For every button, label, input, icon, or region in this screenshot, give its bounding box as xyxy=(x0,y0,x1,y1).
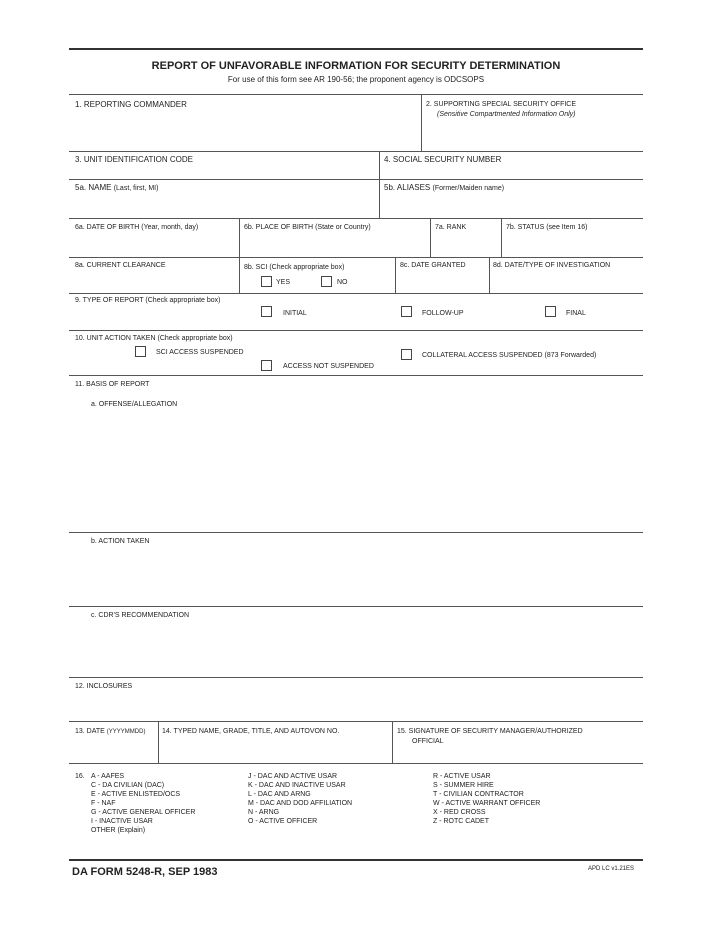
top-rule xyxy=(69,48,643,50)
field-6b-label: 6b. PLACE OF BIRTH (State or Country) xyxy=(244,224,371,231)
form-subtitle: For use of this form see AR 190-56; the proponent agency is ODCSOPS xyxy=(227,75,485,84)
report-followup-checkbox[interactable] xyxy=(401,306,412,317)
sci-suspended-checkbox[interactable] xyxy=(135,346,146,357)
field-10-label: 10. UNIT ACTION TAKEN (Check appropriate box) xyxy=(75,335,233,342)
report-final-checkbox[interactable] xyxy=(545,306,556,317)
rule xyxy=(69,293,643,294)
status-code: N - ARNG xyxy=(248,809,280,816)
rule xyxy=(69,151,643,152)
rule xyxy=(69,257,643,258)
field-15-label-line2: OFFICIAL xyxy=(412,738,444,745)
status-code: S - SUMMER HIRE xyxy=(433,782,494,789)
divider xyxy=(392,722,393,763)
status-code: C - DA CIVILIAN (DAC) xyxy=(91,782,165,789)
field-13-label: 13. DATE (YYYYMMDD) xyxy=(75,728,146,735)
rule xyxy=(69,375,643,376)
status-code: E - ACTIVE ENLISTED/OCS xyxy=(91,791,181,798)
divider xyxy=(395,258,396,293)
field-15-label: 15. SIGNATURE OF SECURITY MANAGER/AUTHORIZED xyxy=(397,728,583,735)
report-followup-label: FOLLOW-UP xyxy=(422,310,464,317)
sci-no-checkbox[interactable] xyxy=(321,276,332,287)
status-code: T - CIVILIAN CONTRACTOR xyxy=(433,791,524,798)
field-1-label: 1. REPORTING COMMANDER xyxy=(75,100,187,109)
form-id: DA FORM 5248-R, SEP 1983 xyxy=(72,866,218,878)
divider xyxy=(239,219,240,257)
collateral-suspended-label: COLLATERAL ACCESS SUSPENDED (873 Forwarded) xyxy=(422,352,597,359)
field-5b-label: 5b. ALIASES (Former/Maiden name) xyxy=(384,183,505,192)
field-7b-label: 7b. STATUS (see Item 16) xyxy=(506,224,588,231)
status-code: K - DAC AND INACTIVE USAR xyxy=(248,782,346,789)
status-code: R - ACTIVE USAR xyxy=(433,773,491,780)
divider xyxy=(421,95,422,151)
sci-suspended-label: SCI ACCESS SUSPENDED xyxy=(156,349,244,356)
status-codes-col3 xyxy=(433,772,540,826)
sci-yes-checkbox[interactable] xyxy=(261,276,272,287)
rule xyxy=(69,179,643,180)
status-code: L - DAC AND ARNG xyxy=(248,791,311,798)
field-3-label: 3. UNIT IDENTIFICATION CODE xyxy=(75,155,193,164)
divider xyxy=(430,219,431,257)
field-12-label: 12. INCLOSURES xyxy=(75,683,133,690)
status-code: W - ACTIVE WARRANT OFFICER xyxy=(433,800,541,807)
form-title: REPORT OF UNFAVORABLE INFORMATION FOR SECURITY DETERMINATION xyxy=(151,60,561,72)
status-code: A - AAFES xyxy=(91,773,125,780)
field-4-label: 4. SOCIAL SECURITY NUMBER xyxy=(384,155,502,164)
status-code: F - NAF xyxy=(91,800,116,807)
sci-yes-label: YES xyxy=(276,279,291,286)
rule xyxy=(69,606,643,607)
collateral-suspended-checkbox[interactable] xyxy=(401,349,412,360)
divider xyxy=(379,152,380,218)
field-6a-label: 6a. DATE OF BIRTH (Year, month, day) xyxy=(75,224,199,231)
rule xyxy=(69,721,643,722)
field-8d-label: 8d. DATE/TYPE OF INVESTIGATION xyxy=(493,262,611,269)
report-initial-label: INITIAL xyxy=(283,310,307,317)
status-code: X - RED CROSS xyxy=(433,809,486,816)
rule xyxy=(69,94,643,95)
rule xyxy=(69,763,643,764)
status-code: I - INACTIVE USAR xyxy=(91,818,153,825)
field-7a-label: 7a. RANK xyxy=(435,224,467,231)
divider xyxy=(158,722,159,763)
divider xyxy=(489,258,490,293)
rule xyxy=(69,218,643,219)
field-14-label: 14. TYPED NAME, GRADE, TITLE, AND AUTOVON NO. xyxy=(162,728,340,735)
field-2-note: (Sensitive Compartmented Information Only) xyxy=(437,111,576,118)
field-2-label: 2. SUPPORTING SPECIAL SECURITY OFFICE xyxy=(426,101,577,108)
status-code: Z - ROTC CADET xyxy=(433,818,489,825)
sci-no-label: NO xyxy=(337,279,348,286)
divider xyxy=(239,258,240,293)
status-codes-col2 xyxy=(248,772,352,826)
field-11-label: 11. BASIS OF REPORT xyxy=(75,381,150,388)
status-code: J - DAC AND ACTIVE USAR xyxy=(248,773,338,780)
report-final-label: FINAL xyxy=(566,310,586,317)
status-codes-col1 xyxy=(91,772,195,835)
field-11c-label: c. CDR'S RECOMMENDATION xyxy=(91,612,190,619)
field-8b-label: 8b. SCI (Check appropriate box) xyxy=(244,264,345,271)
bottom-rule xyxy=(69,859,643,861)
status-code: M - DAC AND DOD AFFILIATION xyxy=(248,800,353,807)
report-initial-checkbox[interactable] xyxy=(261,306,272,317)
field-5a-label: 5a. NAME (Last, first, MI) xyxy=(75,183,159,192)
status-code: O - ACTIVE OFFICER xyxy=(248,818,318,825)
status-code-other: OTHER (Explain) xyxy=(91,827,146,834)
rule xyxy=(69,677,643,678)
field-16-label: 16. xyxy=(75,773,85,780)
field-11a-label: a. OFFENSE/ALLEGATION xyxy=(91,401,178,408)
field-8c-label: 8c. DATE GRANTED xyxy=(400,262,466,269)
field-11b-label: b. ACTION TAKEN xyxy=(91,538,150,545)
field-8a-label: 8a. CURRENT CLEARANCE xyxy=(75,262,166,269)
revision-label: APD LC v1.21ES xyxy=(588,866,635,872)
rule xyxy=(69,330,643,331)
field-9-label: 9. TYPE OF REPORT (Check appropriate box) xyxy=(75,297,221,304)
rule xyxy=(69,532,643,533)
access-not-suspended-label: ACCESS NOT SUSPENDED xyxy=(283,363,374,370)
status-code: G - ACTIVE GENERAL OFFICER xyxy=(91,809,196,816)
access-not-suspended-checkbox[interactable] xyxy=(261,360,272,371)
divider xyxy=(501,219,502,257)
